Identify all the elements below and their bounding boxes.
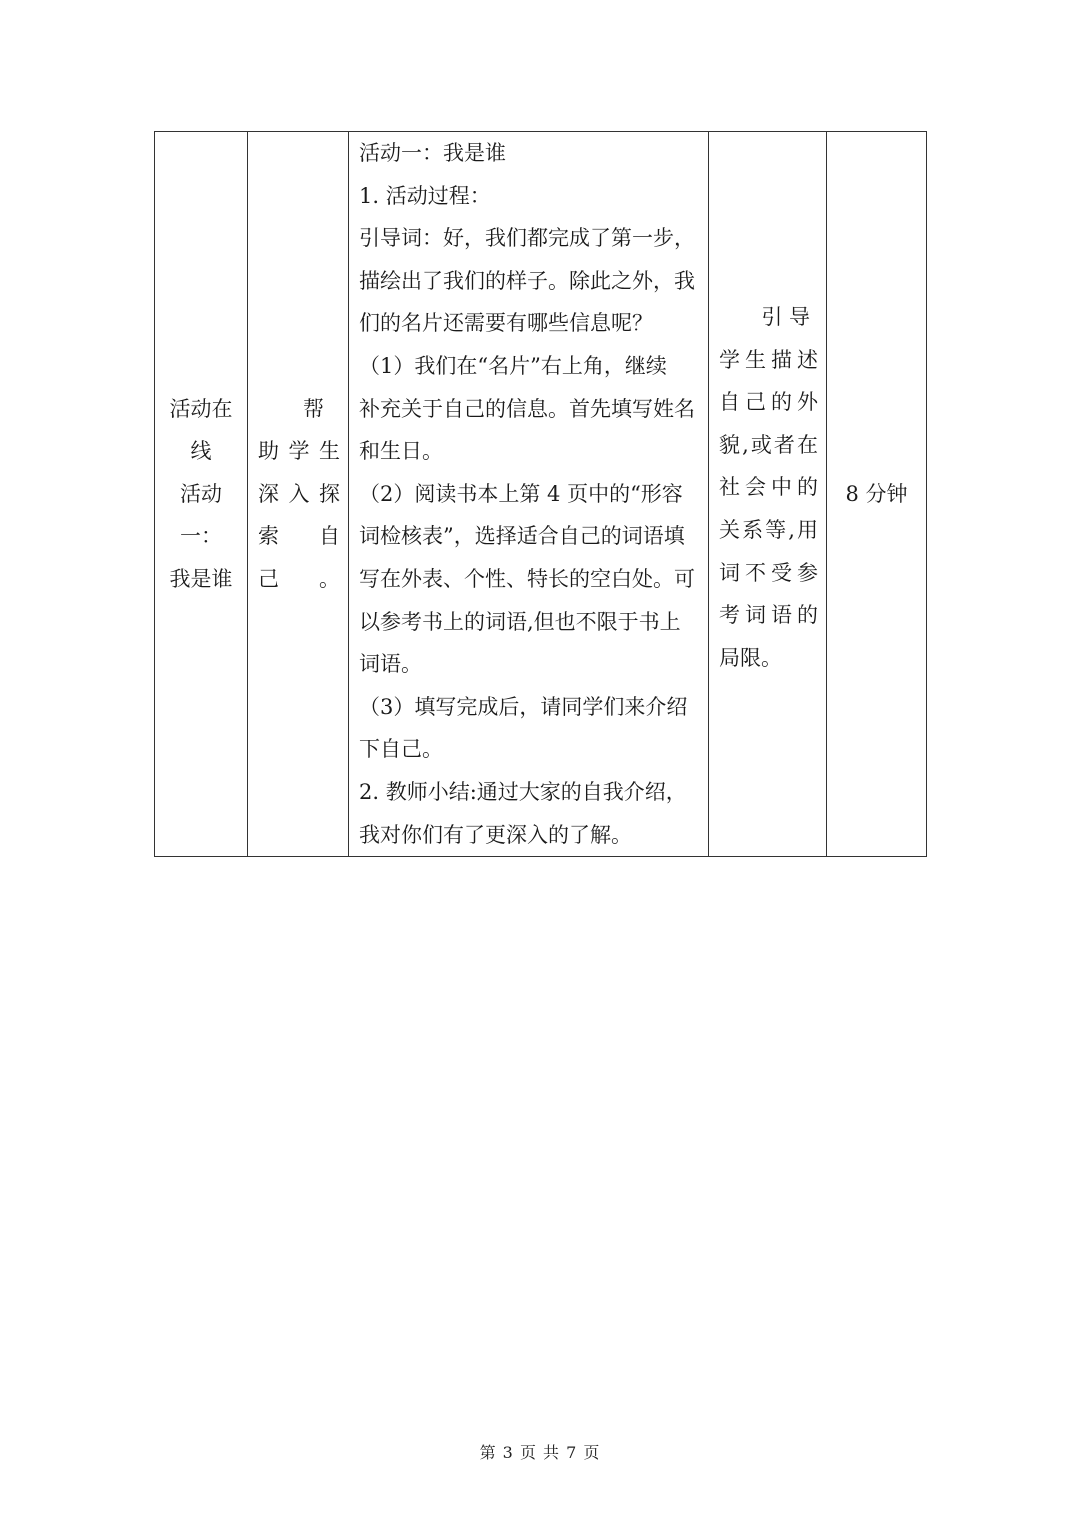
activity-process-cell: [349, 132, 709, 857]
lesson-plan-table: [154, 131, 927, 857]
activity-goal-line: 索自己。: [258, 524, 340, 591]
process-line: 们的名片还需要有哪些信息呢？: [359, 311, 653, 336]
guidance-line: 自己的外: [719, 390, 818, 415]
guidance-line: 貌,或者在: [719, 432, 818, 457]
activity-name-line: 我是谁: [169, 566, 233, 591]
guidance-line: 考词语的: [719, 603, 818, 628]
activity-goal-cell: [248, 132, 349, 857]
guidance-line: 引 导: [761, 305, 810, 329]
activity-name-cell: [155, 132, 248, 857]
activity-name-line: 线: [190, 439, 212, 464]
activity-goal-line: 助 学 生: [258, 439, 340, 464]
page-number-footer: 第 3 页 共 7 页: [479, 1443, 601, 1462]
activity-goal-line: 帮: [303, 396, 324, 421]
activity-goal-line: 深 入 探: [258, 481, 340, 506]
guidance-line: 关系等,用: [719, 517, 818, 542]
process-line: 写在外表、个性、特长的空白处。可: [359, 566, 695, 591]
process-line: （1）我们在“名片”右上角，继续: [359, 353, 667, 378]
process-line: 2. 教师小结:通过大家的自我介绍，: [359, 779, 687, 804]
activity-name-line: 一：: [180, 524, 222, 549]
process-line: 我对你们有了更深入的了解。: [359, 822, 632, 847]
process-line: 和生日。: [359, 439, 443, 464]
process-line: （3）填写完成后，请同学们来介绍: [359, 694, 688, 719]
table-row: [155, 132, 927, 857]
process-line: 活动一：我是谁: [359, 141, 506, 165]
guidance-line: 局限。: [719, 645, 782, 670]
guidance-line: 学生描述: [719, 347, 818, 372]
duration-cell: [827, 132, 927, 857]
guidance-line: 社会中的: [719, 475, 818, 500]
guidance-line: 词不受参: [719, 560, 818, 585]
process-line: 1. 活动过程：: [359, 183, 491, 208]
process-line: 词语。: [359, 652, 422, 677]
process-line: 补充关于自己的信息。首先填写姓名: [359, 396, 695, 421]
activity-name-line: 活动: [180, 481, 222, 506]
process-line: 下自己。: [359, 737, 443, 762]
process-line: （2）阅读书本上第 4 页中的“形容: [359, 481, 683, 506]
process-line: 引导词：好，我们都完成了第一步，: [359, 226, 695, 251]
design-intent-cell: [709, 132, 827, 857]
process-line: 描绘出了我们的样子。除此之外，我: [359, 268, 695, 293]
process-line: 词检核表”，选择适合自己的词语填: [359, 524, 685, 549]
process-line: 以参考书上的词语,但也不限于书上: [359, 609, 681, 634]
activity-name-line: 活动在: [169, 396, 233, 421]
duration-text: 8 分钟: [845, 481, 908, 506]
